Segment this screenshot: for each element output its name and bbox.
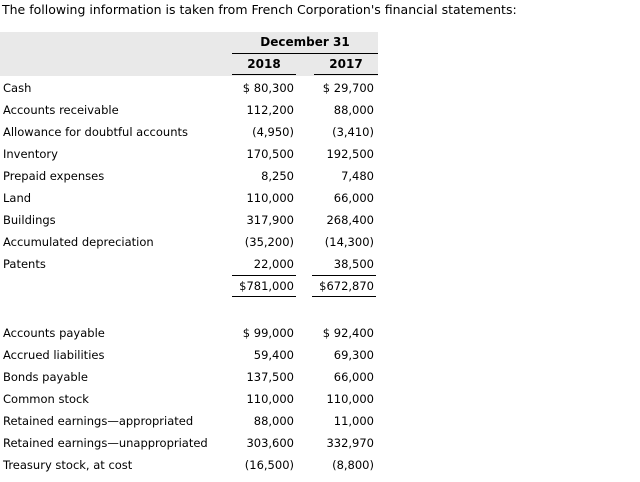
table-row-label: Treasury stock, at cost xyxy=(3,458,133,472)
table-cell-2017: 66,000 xyxy=(333,191,374,205)
table-cell-2018: 170,500 xyxy=(246,147,294,161)
period-header: December 31 xyxy=(260,35,350,49)
table-cell-2018: 112,200 xyxy=(246,103,294,117)
table-cell-2018: (16,500) xyxy=(244,458,294,472)
table-cell-2018: 59,400 xyxy=(253,348,294,362)
table-cell-2018: 303,600 xyxy=(246,436,294,450)
table-cell-2017: 66,000 xyxy=(333,370,374,384)
asset-total-2017: $672,870 xyxy=(319,279,374,293)
total-rule-top-2018 xyxy=(232,275,296,276)
table-row-label: Retained earnings—unappropriated xyxy=(3,436,208,450)
table-row-label: Accumulated depreciation xyxy=(3,235,154,249)
table-cell-2018: 22,000 xyxy=(253,257,294,271)
table-row-label: Buildings xyxy=(3,213,56,227)
table-cell-2018: (4,950) xyxy=(252,125,294,139)
table-cell-2017: (14,300) xyxy=(324,235,374,249)
table-row-label: Bonds payable xyxy=(3,370,88,384)
table-row-label: Accounts receivable xyxy=(3,103,119,117)
table-cell-2017: 332,970 xyxy=(326,436,374,450)
table-row-label: Prepaid expenses xyxy=(3,169,105,183)
period-header-rule xyxy=(232,53,378,54)
table-cell-2017: 38,500 xyxy=(333,257,374,271)
asset-total-2018: $781,000 xyxy=(239,279,294,293)
total-rule-bottom-2018 xyxy=(232,296,296,297)
table-row-label: Patents xyxy=(3,257,46,271)
table-cell-2017: $ 92,400 xyxy=(322,326,374,340)
table-cell-2017: 268,400 xyxy=(326,213,374,227)
table-cell-2018: $ 80,300 xyxy=(242,81,294,95)
table-row-label: Accrued liabilities xyxy=(3,348,105,362)
year-header-2018: 2018 xyxy=(247,57,281,71)
total-rule-top-2017 xyxy=(312,275,376,276)
table-cell-2018: 88,000 xyxy=(253,414,294,428)
table-cell-2017: 69,300 xyxy=(333,348,374,362)
table-cell-2017: 192,500 xyxy=(326,147,374,161)
table-cell-2018: 110,000 xyxy=(246,191,294,205)
table-cell-2018: 317,900 xyxy=(246,213,294,227)
table-row-label: Land xyxy=(3,191,32,205)
table-row-label: Allowance for doubtful accounts xyxy=(3,125,188,139)
table-cell-2017: (3,410) xyxy=(332,125,374,139)
table-row-label: Inventory xyxy=(3,147,58,161)
table-cell-2017: 110,000 xyxy=(326,392,374,406)
table-cell-2017: (8,800) xyxy=(332,458,374,472)
total-rule-bottom-2017 xyxy=(312,296,376,297)
table-cell-2017: 11,000 xyxy=(333,414,374,428)
table-cell-2018: (35,200) xyxy=(244,235,294,249)
intro-text: The following information is taken from French Corporation's financial statements: xyxy=(2,2,517,17)
year-header-rule-2018 xyxy=(232,74,296,75)
table-cell-2017: 7,480 xyxy=(341,169,374,183)
table-cell-2018: 137,500 xyxy=(246,370,294,384)
table-cell-2018: $ 99,000 xyxy=(242,326,294,340)
year-header-rule-2017 xyxy=(314,74,378,75)
table-cell-2018: 8,250 xyxy=(261,169,294,183)
table-row-label: Cash xyxy=(3,81,32,95)
table-cell-2017: $ 29,700 xyxy=(322,81,374,95)
table-row-label: Accounts payable xyxy=(3,326,105,340)
year-header-2017: 2017 xyxy=(329,57,363,71)
table-cell-2018: 110,000 xyxy=(246,392,294,406)
table-row-label: Common stock xyxy=(3,392,89,406)
table-cell-2017: 88,000 xyxy=(333,103,374,117)
table-row-label: Retained earnings—appropriated xyxy=(3,414,194,428)
